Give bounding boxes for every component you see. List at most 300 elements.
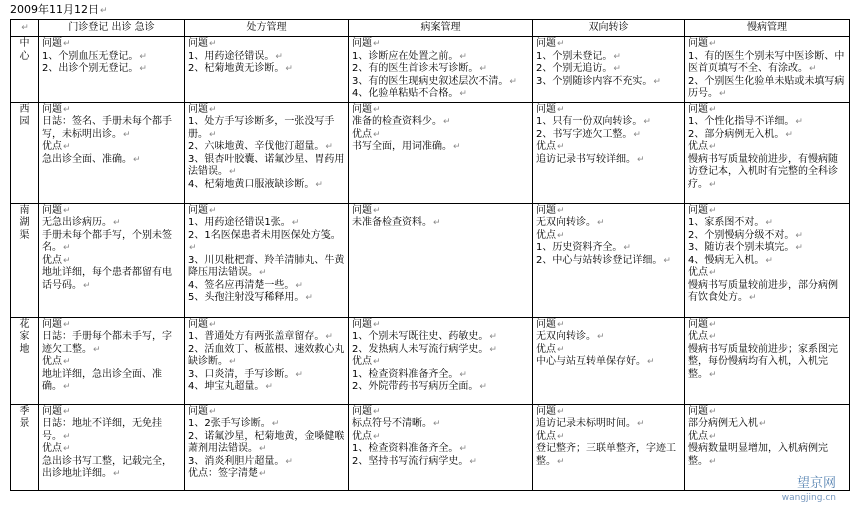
paragraph-mark-icon: ↵	[623, 243, 631, 253]
cell-text: 4、签名应再清楚一些。	[188, 279, 295, 291]
cell-line	[188, 344, 345, 369]
cell-text: 优点	[42, 141, 62, 152]
cell-line	[536, 116, 681, 129]
cell-line	[536, 431, 681, 444]
cell-line	[536, 356, 681, 369]
cell-text: 优点	[352, 430, 372, 442]
paragraph-mark-icon: ↵	[373, 129, 381, 140]
cell-text: 优点	[42, 356, 62, 367]
cell-text: 问题	[188, 318, 208, 330]
paragraph-mark-icon: ↵	[295, 280, 303, 291]
paragraph-mark-icon: ↵	[433, 419, 441, 429]
cell-line	[42, 406, 181, 419]
paragraph-mark-icon: ↵	[489, 332, 497, 342]
cell-line	[188, 51, 345, 64]
cell-text: 优点	[352, 356, 372, 367]
paragraph-mark-icon: ↵	[709, 142, 717, 152]
paragraph-mark-icon: ↵	[63, 406, 71, 417]
paragraph-mark-icon: ↵	[557, 205, 565, 216]
cell-text: 手册未每个都手写，个别未签名。	[42, 229, 172, 253]
cell-line	[688, 104, 846, 117]
cell-line	[42, 331, 181, 356]
cell-line	[352, 369, 529, 382]
paragraph-mark-icon: ↵	[63, 142, 71, 152]
cell-text: 优点：签字清楚	[188, 468, 258, 479]
cell-text: 1、处方手写诊断多，一张没写手册。	[188, 116, 335, 140]
cell-text: 问题	[536, 405, 556, 417]
cell-line	[42, 369, 181, 394]
paragraph-mark-icon: ↵	[373, 205, 381, 216]
cell-line	[688, 116, 846, 129]
paragraph-mark-icon: ↵	[285, 64, 293, 74]
cell-text: 1、个别未写既往史、药敏史。	[352, 331, 489, 342]
cell-line	[188, 319, 345, 332]
cell-text: 1、2张手写诊断。	[188, 418, 271, 429]
cell-line	[536, 344, 681, 357]
cell-line	[42, 38, 181, 51]
paragraph-mark-icon: ↵	[749, 293, 757, 303]
cell-line	[42, 356, 181, 369]
cell-line	[688, 38, 846, 51]
paragraph-mark-icon: ↵	[765, 218, 773, 228]
cell-line	[188, 38, 345, 51]
cell-line	[688, 331, 846, 344]
paragraph-mark-icon: ↵	[139, 51, 147, 62]
cell-text: 问题	[42, 103, 62, 115]
table-cell	[185, 317, 349, 404]
site-name: 南湖渠	[19, 204, 30, 241]
paragraph-mark-icon: ↵	[709, 406, 717, 417]
paragraph-mark-icon: ↵	[295, 369, 303, 380]
cell-line	[42, 255, 181, 268]
cell-text: 3、个别随诊内容不充实。	[536, 75, 653, 87]
column-header-label: 门诊登记 出诊 急诊	[68, 21, 155, 33]
paragraph-mark-icon: ↵	[795, 243, 803, 253]
table-row	[11, 404, 850, 490]
paragraph-mark-icon: ↵	[63, 255, 71, 266]
cell-text: 急出诊全面、准确。	[42, 153, 132, 165]
paragraph-mark-icon: ↵	[209, 104, 217, 115]
cell-text: 2、有的医生首诊未写诊断。	[352, 63, 479, 74]
paragraph-mark-icon: ↵	[443, 117, 451, 127]
cell-line	[688, 418, 846, 431]
cell-line	[352, 51, 529, 64]
cell-text: 2、中心与站转诊登记详细。	[536, 254, 663, 266]
paragraph-mark-icon: ↵	[709, 456, 717, 467]
cell-text: 优点	[688, 331, 708, 342]
paragraph-mark-icon: ↵	[637, 419, 645, 429]
cell-line	[536, 104, 681, 117]
cell-line	[352, 456, 529, 469]
cell-text: 2、活血效丁、板蓝根、速效救心丸缺诊断。	[188, 343, 345, 367]
paragraph-mark-icon: ↵	[373, 319, 381, 330]
cell-text: 优点	[688, 141, 708, 152]
cell-line	[536, 154, 681, 167]
cell-text: 无双向转诊。	[536, 331, 596, 342]
cell-text: 2、个别无追访。	[536, 63, 613, 74]
document-date	[10, 3, 108, 18]
site-name: 季景	[19, 405, 30, 429]
site-name-cell	[11, 37, 39, 103]
cell-line	[688, 141, 846, 154]
watermark-logo	[782, 477, 836, 505]
paragraph-mark-icon: ↵	[229, 357, 237, 367]
report-body	[11, 37, 850, 491]
cell-line	[188, 116, 345, 141]
cell-text: 无双向转诊。	[536, 217, 596, 228]
table-cell	[349, 317, 533, 404]
cell-text: 2、部分病例无入机。	[688, 128, 785, 140]
cell-text: 问题	[188, 103, 208, 115]
paragraph-mark-icon: ↵	[100, 6, 108, 16]
cell-text: 准备的检查资料少。	[352, 116, 442, 127]
paragraph-mark-icon: ↵	[63, 319, 71, 330]
cell-text: 优点	[536, 430, 556, 442]
cell-text: 4、坤宝丸超量。	[188, 381, 265, 392]
paragraph-mark-icon: ↵	[489, 344, 497, 355]
cell-text: 追访记录书写较详细。	[536, 153, 636, 165]
cell-text: 问题	[352, 38, 372, 49]
column-header-label: 处方管理	[246, 21, 287, 33]
cell-text: 2、六味地黄、辛伐他汀超量。	[188, 141, 325, 152]
cell-line	[352, 344, 529, 357]
cell-text: 问题	[688, 103, 708, 115]
cell-text: 4、化验单粘贴不合格。	[352, 88, 459, 99]
cell-text: 优点	[352, 128, 372, 140]
table-row	[11, 317, 850, 404]
table-cell	[39, 317, 185, 404]
table-cell	[39, 102, 185, 203]
paragraph-mark-icon: ↵	[209, 205, 217, 216]
cell-text: 问题	[188, 204, 208, 216]
cell-line	[42, 154, 181, 167]
cell-text: 2、出诊个别无登记。	[42, 63, 139, 74]
cell-text: 登记整齐；三联单整齐，字迹工整。	[536, 443, 676, 467]
cell-text: 1、检查资料准备齐全。	[352, 368, 459, 380]
cell-text: 1、历史资料齐全。	[536, 242, 623, 253]
table-cell	[185, 37, 349, 103]
cell-text: 问题	[352, 318, 372, 330]
paragraph-mark-icon: ↵	[373, 357, 381, 367]
paragraph-mark-icon: ↵	[113, 469, 121, 479]
cell-text: 优点	[688, 267, 708, 278]
cell-line	[188, 179, 345, 192]
paragraph-mark-icon: ↵	[709, 431, 717, 442]
cell-text: 1、家系图不对。	[688, 217, 765, 228]
paragraph-mark-icon: ↵	[709, 319, 717, 330]
cell-text: 优点	[42, 443, 62, 454]
cell-line	[688, 255, 846, 268]
paragraph-mark-icon: ↵	[643, 117, 651, 127]
cell-text: 问题	[352, 103, 372, 115]
cell-text: 书写全面，用词准确。	[352, 141, 452, 152]
cell-line	[352, 356, 529, 369]
cell-text: 1、普通处方有两张盖章留存。	[188, 331, 325, 342]
cell-line	[688, 319, 846, 332]
cell-line	[352, 205, 529, 218]
header-row	[11, 20, 850, 37]
cell-text: 3、消炎利胆片超量。	[188, 455, 285, 467]
cell-line	[188, 456, 345, 469]
paragraph-mark-icon: ↵	[719, 89, 727, 99]
table-row	[11, 37, 850, 103]
table-cell	[39, 203, 185, 317]
paragraph-mark-icon: ↵	[63, 39, 71, 49]
cell-line	[352, 319, 529, 332]
cell-line	[42, 230, 181, 255]
cell-line	[42, 141, 181, 154]
paragraph-mark-icon: ↵	[557, 319, 565, 330]
paragraph-mark-icon: ↵	[557, 230, 565, 241]
paragraph-mark-icon: ↵	[259, 268, 267, 278]
cell-text: 2、发热病人未写流行病学史。	[352, 343, 489, 355]
cell-line	[352, 63, 529, 76]
cell-line	[42, 205, 181, 218]
paragraph-mark-icon: ↵	[275, 51, 283, 62]
paragraph-mark-icon: ↵	[373, 406, 381, 417]
cell-text: 问题	[42, 38, 62, 49]
cell-line	[188, 418, 345, 431]
cell-line	[42, 319, 181, 332]
paragraph-mark-icon: ↵	[305, 293, 313, 303]
table-cell	[185, 102, 349, 203]
table-cell	[685, 317, 850, 404]
paragraph-mark-icon: ↵	[509, 76, 517, 87]
cell-line	[536, 38, 681, 51]
paragraph-mark-icon: ↵	[709, 104, 717, 115]
site-name-cell	[11, 102, 39, 203]
cell-text: 问题	[188, 38, 208, 49]
paragraph-mark-icon: ↵	[479, 64, 487, 74]
corner-cell	[11, 20, 39, 37]
paragraph-mark-icon: ↵	[63, 382, 71, 392]
site-name: 花家地	[19, 318, 30, 355]
paragraph-mark-icon: ↵	[433, 218, 441, 228]
watermark-brand: 望京网	[796, 476, 836, 491]
paragraph-mark-icon: ↵	[189, 243, 197, 253]
cell-text: 地址详细，急出诊全面、准确。	[42, 368, 162, 392]
column-header-label: 慢病管理	[747, 21, 787, 33]
cell-line	[536, 418, 681, 431]
cell-text: 问题	[42, 405, 62, 417]
paragraph-mark-icon: ↵	[229, 167, 237, 177]
cell-line	[536, 443, 681, 468]
table-cell	[185, 404, 349, 490]
cell-line	[352, 418, 529, 431]
cell-line	[352, 406, 529, 419]
site-name-cell	[11, 317, 39, 404]
cell-line	[688, 51, 846, 76]
paragraph-mark-icon: ↵	[557, 406, 565, 417]
cell-line	[352, 381, 529, 394]
cell-line	[688, 406, 846, 419]
table-cell	[39, 37, 185, 103]
cell-text: 急出诊书写工整，记载完全，出诊地址详细。	[42, 455, 172, 479]
paragraph-mark-icon: ↵	[271, 419, 280, 429]
paragraph-mark-icon: ↵	[759, 419, 767, 429]
cell-line	[688, 217, 846, 230]
cell-line	[688, 344, 846, 382]
cell-line	[188, 369, 345, 382]
cell-line	[42, 418, 181, 443]
paragraph-mark-icon: ↵	[209, 129, 217, 140]
cell-text: 1、用药途径错误。	[188, 50, 275, 62]
cell-text: 1、只有一份双向转诊。	[536, 116, 643, 127]
cell-text: 追访记录未标明时间。	[536, 418, 636, 429]
cell-line	[352, 38, 529, 51]
paragraph-mark-icon: ↵	[373, 104, 381, 115]
cell-text: 3、川贝枇杷膏、羚羊清肺丸、牛黄降压用法错误。	[188, 254, 345, 278]
cell-text: 中心与站互转单保存好。	[536, 356, 646, 367]
paragraph-mark-icon: ↵	[709, 205, 717, 216]
cell-line	[536, 406, 681, 419]
paragraph-mark-icon: ↵	[285, 456, 293, 467]
cell-text: 2、坚持书写流行病学史。	[352, 455, 469, 467]
paragraph-mark-icon: ↵	[469, 456, 477, 467]
column-header	[185, 20, 349, 37]
cell-text: 问题	[352, 405, 372, 417]
cell-text: 1、个别未登记。	[536, 50, 613, 62]
cell-text: 2、个别慢病分级不对。	[688, 229, 795, 241]
watermark-url: wangjing.cn	[781, 493, 836, 503]
paragraph-mark-icon: ↵	[259, 444, 267, 454]
cell-text: 1、检查资料准备齐全。	[352, 443, 459, 454]
cell-text: 1、用药途径错误1张。	[188, 217, 291, 228]
date-text: 2009年11月12日	[10, 3, 99, 16]
table-cell	[685, 102, 850, 203]
paragraph-mark-icon: ↵	[663, 255, 671, 266]
cell-line	[688, 267, 846, 280]
table-cell	[349, 37, 533, 103]
cell-line	[688, 431, 846, 444]
paragraph-mark-icon: ↵	[459, 444, 467, 454]
paragraph-mark-icon: ↵	[557, 456, 565, 467]
column-header-label: 双向转诊	[588, 21, 629, 33]
cell-text: 问题	[688, 204, 708, 216]
table-cell	[533, 203, 685, 317]
table-cell	[533, 37, 685, 103]
paragraph-mark-icon: ↵	[265, 382, 273, 392]
paragraph-mark-icon: ↵	[453, 142, 461, 152]
cell-line	[688, 205, 846, 218]
cell-line	[42, 443, 181, 456]
cell-text: 部分病例无入机	[688, 418, 758, 429]
cell-line	[536, 319, 681, 332]
cell-line	[536, 63, 681, 76]
cell-line	[188, 255, 345, 280]
cell-text: 慢病书写质量较前进步，部分病例有饮食处方。	[688, 279, 838, 303]
paragraph-mark-icon: ↵	[63, 104, 71, 115]
cell-text: 标点符号不清晰。	[352, 418, 432, 429]
column-header	[685, 20, 850, 37]
paragraph-mark-icon: ↵	[795, 230, 803, 241]
cell-line	[352, 443, 529, 456]
cell-text: 问题	[688, 38, 708, 49]
cell-line	[536, 255, 681, 268]
cell-text: 地址详细，每个患者都留有电话号码。	[42, 267, 172, 291]
cell-text: 2、1名医保患者未用医保处方笺。	[188, 229, 341, 241]
paragraph-mark-icon: ↵	[373, 431, 381, 442]
cell-text: 4、杞菊地黄口服液缺诊断。	[188, 178, 315, 190]
table-cell	[39, 404, 185, 490]
cell-text: 日誌：地址不详细，无免挂号。	[42, 418, 162, 442]
cell-text: 问题	[536, 204, 556, 216]
paragraph-mark-icon: ↵	[63, 357, 71, 367]
cell-text: 问题	[688, 405, 708, 417]
site-name: 西园	[19, 103, 30, 127]
paragraph-mark-icon: ↵	[557, 39, 565, 49]
cell-line	[188, 154, 345, 179]
paragraph-mark-icon: ↵	[209, 319, 217, 330]
paragraph-mark-icon: ↵	[709, 268, 717, 278]
cell-text: 优点	[42, 254, 62, 266]
cell-text: 优点	[688, 430, 708, 442]
cell-line	[42, 217, 181, 230]
cell-text: 问题	[188, 405, 208, 417]
paragraph-mark-icon: ↵	[123, 129, 131, 140]
paragraph-mark-icon: ↵	[113, 218, 121, 228]
cell-line	[688, 280, 846, 305]
paragraph-mark-icon: ↵	[709, 369, 717, 380]
paragraph-mark-icon: ↵	[613, 51, 621, 62]
paragraph-mark-icon: ↵	[291, 218, 300, 228]
column-header	[349, 20, 533, 37]
paragraph-mark-icon: ↵	[139, 64, 147, 74]
paragraph-mark-icon: ↵	[133, 154, 141, 165]
cell-text: 3、有的医生现病史叙述层次不清。	[352, 75, 509, 87]
cell-line	[352, 88, 529, 101]
cell-line	[688, 154, 846, 192]
paragraph-mark-icon: ↵	[63, 243, 71, 253]
cell-line	[352, 431, 529, 444]
cell-text: 5、头孢注射没写稀释用。	[188, 292, 305, 303]
cell-line	[42, 104, 181, 117]
paragraph-mark-icon: ↵	[809, 64, 817, 74]
cell-line	[536, 76, 681, 89]
cell-line	[42, 63, 181, 76]
cell-line	[188, 104, 345, 117]
cell-line	[352, 141, 529, 154]
cell-line	[188, 381, 345, 394]
table-cell	[185, 203, 349, 317]
cell-line	[688, 443, 846, 468]
paragraph-mark-icon: ↵	[209, 406, 217, 417]
paragraph-mark-icon: ↵	[325, 332, 333, 342]
cell-line	[42, 456, 181, 481]
cell-text: 4、慢病无入机。	[688, 254, 765, 266]
paragraph-mark-icon: ↵	[785, 129, 793, 140]
cell-text: 优点	[536, 343, 556, 355]
table-cell	[349, 102, 533, 203]
table-cell	[533, 404, 685, 490]
cell-text: 2、诺氟沙星，杞菊地黄，金嗓健喉萧剂用法错误。	[188, 430, 345, 454]
paragraph-mark-icon: ↵	[325, 142, 333, 152]
paragraph-mark-icon: ↵	[597, 218, 605, 228]
cell-text: 日誌：签名、手册未每个都手写，未标明出诊。	[42, 116, 172, 140]
cell-text: 日誌：手册每个都未手写，字迹欠工整。	[42, 331, 172, 355]
paragraph-mark-icon: ↵	[647, 357, 655, 367]
cell-text: 3、随访表个别未填完。	[688, 242, 795, 253]
cell-line	[188, 292, 345, 305]
cell-text: 3、口炎清，手写诊断。	[188, 368, 295, 380]
cell-line	[352, 104, 529, 117]
cell-text: 1、个别血压无登记。	[42, 50, 139, 62]
table-cell	[685, 37, 850, 103]
cell-text: 1、个性化指导不详细。	[688, 116, 795, 127]
cell-line	[688, 242, 846, 255]
paragraph-mark-icon: ↵	[557, 431, 565, 442]
cell-line	[188, 230, 345, 255]
